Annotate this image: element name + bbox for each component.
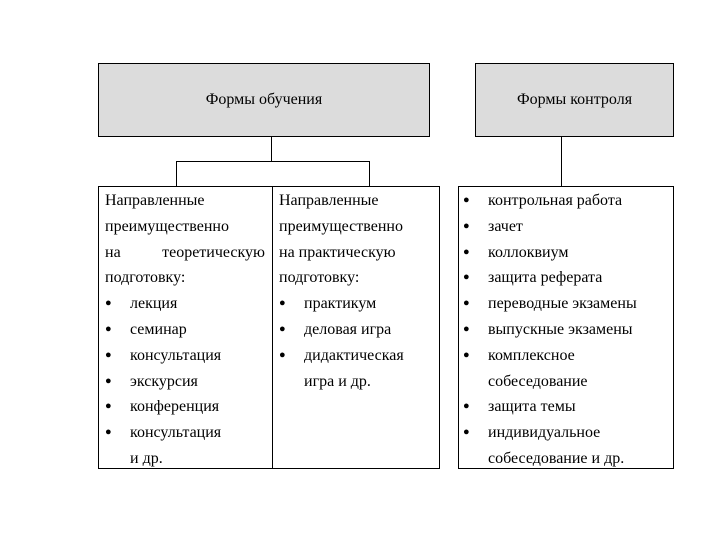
- practical-column: [279, 188, 404, 394]
- list-item: ● защита реферата: [463, 265, 637, 291]
- bullet-icon: ●: [105, 374, 112, 387]
- list-item: ● дидактическая: [279, 343, 404, 369]
- forms-of-control-header: [475, 63, 674, 137]
- list-item-continuation: собеседование: [488, 372, 588, 390]
- connector-left-stem: [271, 137, 272, 161]
- theoretical-tail: и др.: [130, 449, 163, 467]
- list-item: ● зачет: [463, 214, 637, 240]
- bullet-icon: ●: [463, 245, 470, 258]
- practical-heading-3: на практическую: [279, 243, 396, 261]
- control-column: [463, 188, 637, 472]
- practical-tail: игра и др.: [304, 372, 371, 390]
- bullet-icon: ●: [279, 348, 286, 361]
- connector-left-horizontal: [176, 161, 369, 162]
- connector-left-branch-2: [369, 161, 370, 186]
- list-item: ● комплексное: [463, 343, 637, 369]
- practical-heading-2: преимущественно: [279, 217, 403, 235]
- list-item: ● переводные экзамены: [463, 291, 637, 317]
- bullet-icon: ●: [463, 194, 470, 206]
- bullet-icon: ●: [105, 348, 112, 361]
- bullet-icon: ●: [463, 348, 470, 361]
- list-item: ● защита темы: [463, 394, 637, 420]
- bullet-icon: ●: [105, 322, 112, 335]
- list-item: ● деловая игра: [279, 317, 404, 343]
- forms-of-learning-header: [98, 63, 430, 137]
- list-item: ● выпускные экзамены: [463, 317, 637, 343]
- bullet-icon: ●: [463, 219, 470, 232]
- list-item: ● экскурсия: [105, 369, 265, 395]
- bullet-icon: ●: [105, 426, 112, 439]
- list-item: ● консультация: [105, 420, 265, 446]
- theoretical-heading-4: подготовку:: [105, 269, 186, 287]
- theoretical-heading-3: на теоретическую: [105, 243, 265, 261]
- bullet-icon: ●: [463, 400, 470, 413]
- list-item: ● консультация: [105, 343, 265, 369]
- list-item: ● контрольная работа: [463, 188, 637, 214]
- list-item: ● лекция: [105, 291, 265, 317]
- theoretical-column: [105, 188, 265, 472]
- list-item-continuation: собеседование и др.: [488, 449, 625, 467]
- practical-heading-1: Направленные: [279, 192, 379, 209]
- bullet-icon: ●: [463, 322, 470, 335]
- bullet-icon: ●: [105, 400, 112, 413]
- bullet-icon: ●: [105, 297, 112, 310]
- theoretical-heading-2: преимущественно: [105, 217, 229, 235]
- connector-right-stem: [561, 137, 562, 186]
- bullet-icon: ●: [463, 426, 470, 439]
- forms-of-learning-title: Формы обучения: [205, 91, 323, 108]
- list-item: ● коллоквиум: [463, 240, 637, 266]
- list-item: ● конференция: [105, 394, 265, 420]
- list-item: ● индивидуальное: [463, 420, 637, 446]
- bullet-icon: ●: [463, 297, 470, 310]
- learning-forms-divider: [272, 186, 273, 469]
- bullet-icon: ●: [279, 322, 286, 335]
- list-item: ● практикум: [279, 291, 404, 317]
- bullet-icon: ●: [279, 297, 286, 310]
- theoretical-heading-1: Направленные: [105, 192, 205, 209]
- list-item: ● семинар: [105, 317, 265, 343]
- forms-of-control-title: Формы контроля: [516, 91, 633, 108]
- practical-heading-4: подготовку:: [279, 269, 360, 287]
- connector-left-branch-1: [176, 161, 177, 186]
- bullet-icon: ●: [463, 271, 470, 284]
